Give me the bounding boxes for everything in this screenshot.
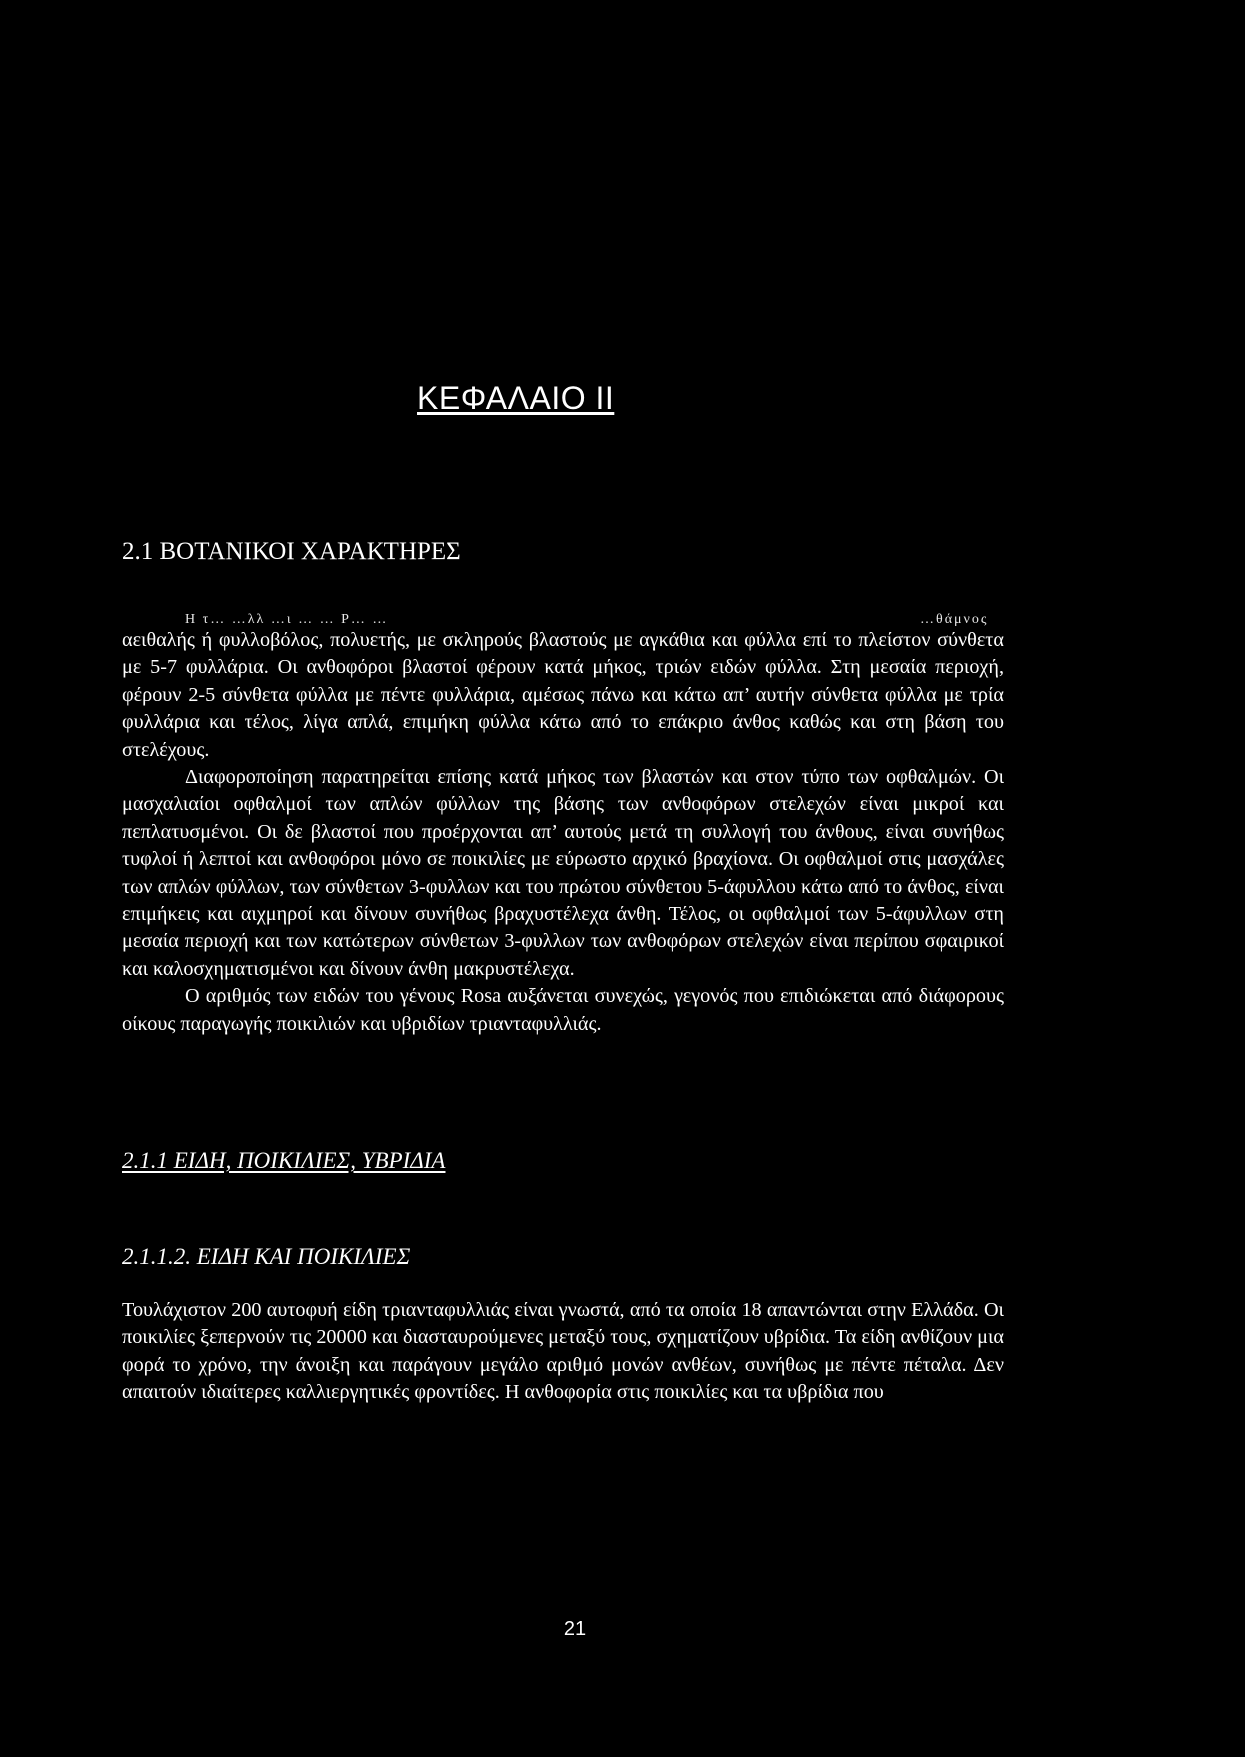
page-number: 21 [563, 1618, 587, 1640]
section-title: 2.1 ΒΟΤΑΝΙΚΟΙ ΧΑΡΑΚΤΗΡΕΣ [122, 538, 461, 565]
subsubsection-title: 2.1.1.2. ΕΙΔΗ ΚΑΙ ΠΟΙΚΙΛΙΕΣ [122, 1244, 411, 1269]
paragraph: Διαφοροποίηση παρατηρείται επίσης κατά μήκος των βλαστών και στον τύπο των οφθαλμών. Οι μασχαλιαίοι οφθαλμοί των απλών φύλλων της βάσης των ανθοφόρων στελεχών είναι μικροί και πεπλατυσμένοι. Οι δε βλαστοί που προέρχονται απ’ αυτούς μετά τη συλλογή του άνθους, είναι συνήθως τυφλοί ή λεπτοί και ανθοφόροι μόνο σε ποικιλίες με εύρωστο αρχικό βραχίονα. Οι οφθαλμοί στις μασχάλες των απλών φύλλων, των σύνθετων 3-φυλλων και του πρώτου σύνθετου 5-άφυλλου κάτω από το άνθος, είναι επιμήκεις και αιχμηροί και δίνουν συνήθως βραχυστέλεχα άνθη. Τέλος, οι οφθαλμοί των 5-άφυλλων στη μεσαία περιοχή και των κατώτερων σύνθετων 3-φυλλων των ανθοφόρων στελεχών είναι περίπου σφαιρικοί και καλοσχηματισμένοι και δίνουν άνθη μακρυστέλεχα. [122, 766, 1004, 980]
chapter-title: ΚΕΦΑΛΑΙΟ II [417, 380, 615, 416]
subsection-title: 2.1.1 ΕΙΔΗ, ΠΟΙΚΙΛΙΕΣ, ΥΒΡΙΔΙΑ [122, 1148, 446, 1173]
paragraph: αειθαλής ή φυλλοβόλος, πολυετής, με σκληρούς βλαστούς με αγκάθια και φύλλα επί το πλείστον σύνθετα με 5-7 φυλλάρια. Οι ανθοφόροι βλαστοί φέρουν κατά μήκος, τριών ειδών φύλλα. Στη μεσαία περιοχή, φέρουν 2-5 σύνθετα φύλλα με πέντε φυλλάρια, αμέσως πάνω και κάτω απ’ αυτήν σύνθετα φύλλα με τρία φυλλάρια και τέλος, λίγα απλά, επιμήκη φύλλα κάτω από το επάκριο άνθος καθώς και στη βάση του στελέχους. [122, 629, 1004, 761]
garbled-text-line [185, 612, 1045, 626]
garbled-text-end: …θάμνος [920, 612, 989, 626]
paragraph: Τουλάχιστον 200 αυτοφυή είδη τριανταφυλλιάς είναι γνωστά, από τα οποία 18 απαντώνται στην Ελλάδα. Οι ποικιλίες ξεπερνούν τις 20000 και διασταυρούμενες μεταξύ τους, σχηματίζουν υβρίδια. Τα είδη ανθίζουν μια φορά το χρόνο, την άνοιξη και παράγουν μεγάλο αριθμό μονών ανθέων, συνήθως με πέντε πέταλα. Δεν απαιτούν ιδιαίτερες καλλιεργητικές φροντίδες. Η ανθοφορία στις ποικιλίες και τα υβρίδια που [122, 1299, 1004, 1404]
body-text-block-1 [122, 627, 1004, 1038]
garbled-text-start: Η τ… …λλ …ι … … Ρ… … [185, 612, 389, 626]
paragraph: Ο αριθμός των ειδών του γένους Rosa αυξάνεται συνεχώς, γεγονός που επιδιώκεται από διάφορους οίκους παραγωγής ποικιλιών και υβριδίων τριανταφυλλιάς. [122, 985, 1004, 1035]
body-text-block-2 [122, 1297, 1004, 1407]
